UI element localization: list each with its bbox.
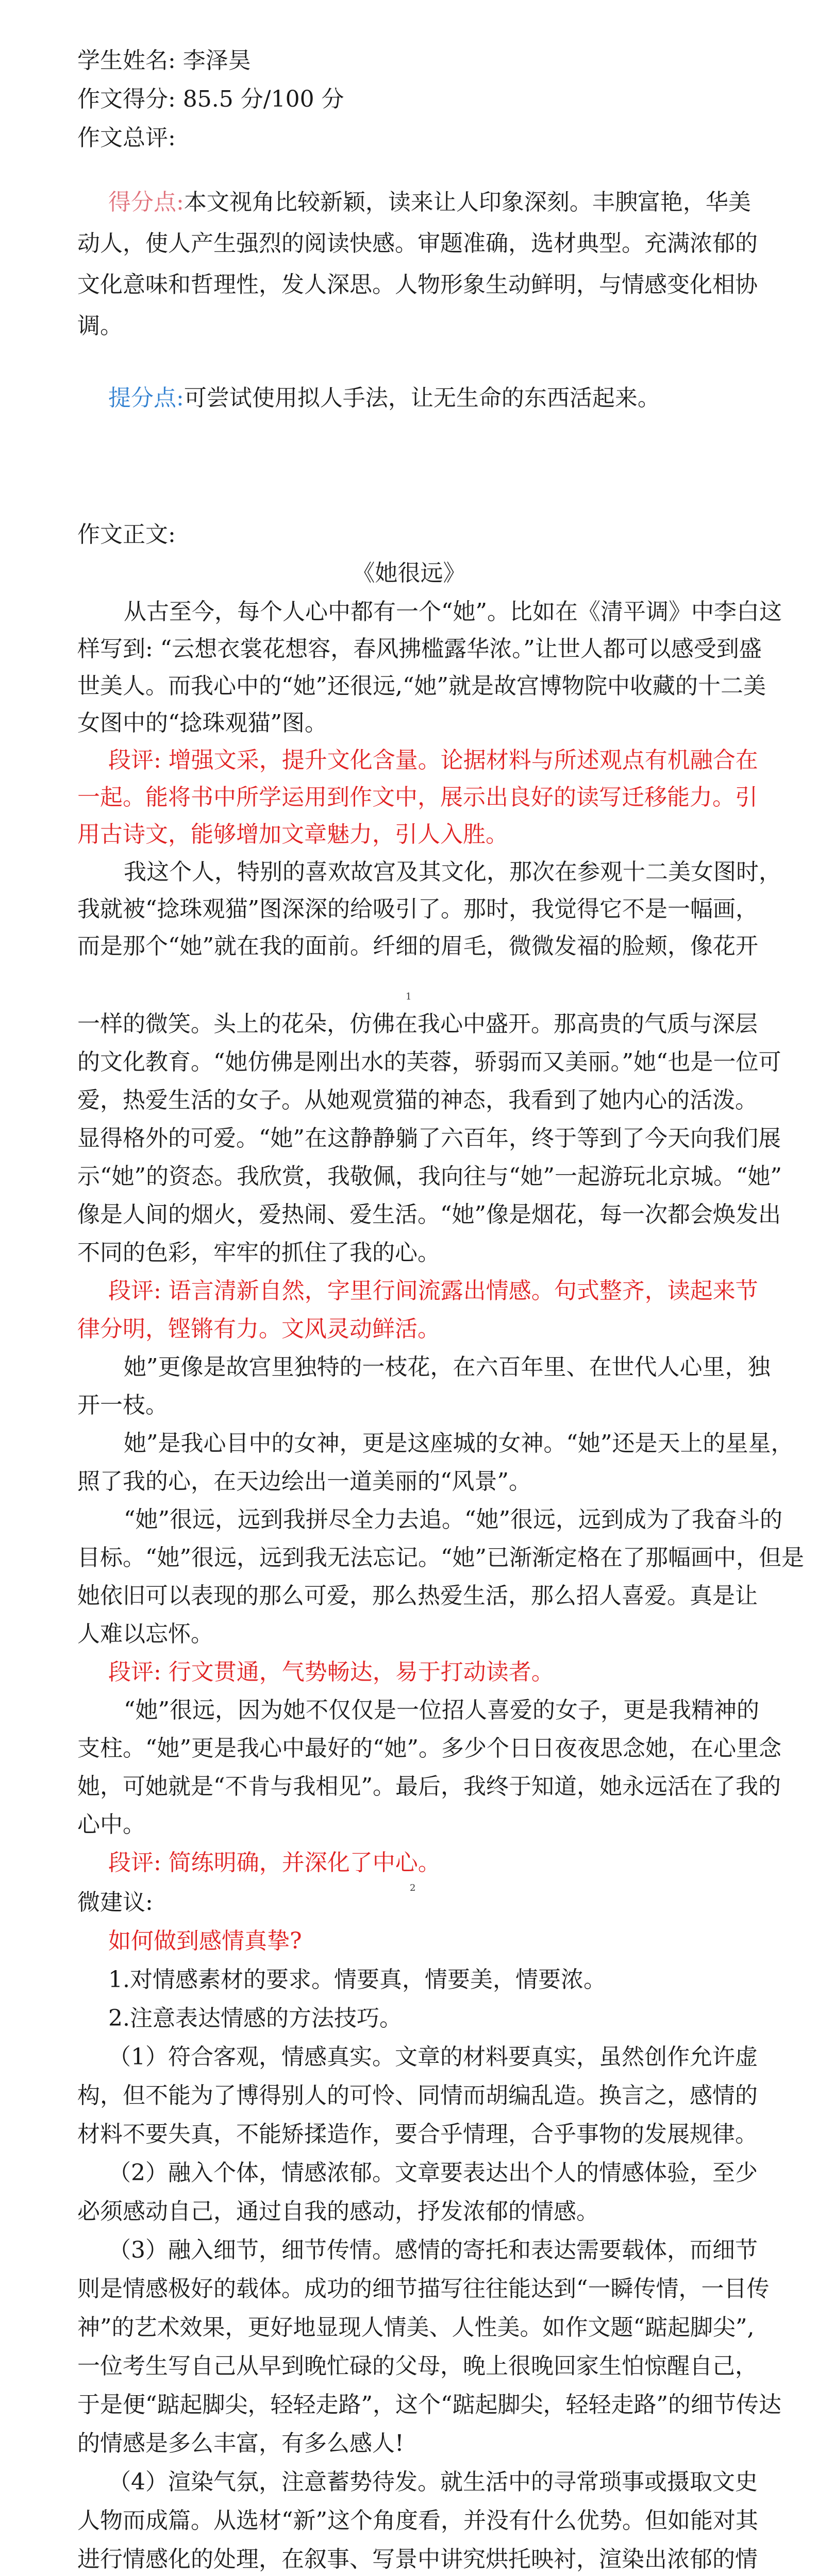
suggest-s4-line: 人物而成篇。从选材“新”这个角度看，并没有什么优势。但如能对其 bbox=[77, 2507, 758, 2534]
essay-label: 作文正文: bbox=[77, 521, 176, 548]
essay-p3-line: 她”更像是故宫里独特的一枝花，在六百年里、在世代人心里，独 bbox=[124, 1354, 771, 1380]
suggest-item-2: 2.注意表达情感的方法技巧。 bbox=[108, 2005, 402, 2031]
suggest-s1-line: 构，但不能为了博得别人的可怜、同情而胡编乱造。换言之，感情的 bbox=[77, 2082, 758, 2109]
comment-2-line: 律分明，铿锵有力。文风灵动鲜活。 bbox=[77, 1316, 440, 1342]
essay-p5-line: 她依旧可以表现的那么可爱，那么热爱生活，那么招人喜爱。真是让 bbox=[77, 1583, 758, 1609]
comment-3: 段评: 行文贯通，气势畅达，易于打动读者。 bbox=[108, 1659, 554, 1685]
comment-1-line: 用古诗文，能够增加文章魅力，引人入胜。 bbox=[77, 821, 508, 848]
page-number: 1 bbox=[406, 991, 412, 1002]
comment-2-line: 段评: 语言清新自然，字里行间流露出情感。句式整齐，读起来节 bbox=[108, 1278, 758, 1304]
suggest-label: 微建议: bbox=[77, 1889, 153, 1916]
good-points-line-4: 调。 bbox=[77, 313, 123, 339]
essay-p2-line: 显得格外的可爱。“她”在这静静躺了六百年，终于等到了今天向我们展 bbox=[77, 1125, 781, 1151]
essay-p1-line: 从古至今，每个人心中都有一个“她”。比如在《清平调》中李白这 bbox=[124, 599, 782, 625]
essay-p2-line: 一样的微笑。头上的花朵，仿佛在我心中盛开。那高贵的气质与深层 bbox=[77, 1011, 758, 1037]
essay-p2-line: 示“她”的资态。我欣赏，我敬佩，我向往与“她”一起游玩北京城。“她” bbox=[77, 1163, 782, 1190]
good-points-line-2: 动人，使人产生强烈的阅读快感。审题准确，选材典型。充满浓郁的 bbox=[77, 230, 758, 257]
essay-p2-line: 不同的色彩，牢牢的抓住了我的心。 bbox=[77, 1240, 440, 1266]
essay-score: 作文得分: 85.5 分/100 分 bbox=[77, 86, 344, 112]
good-points-line-1: 得分点:本文视角比较新颖，读来让人印象深刻。丰腴富艳，华美 bbox=[108, 189, 751, 215]
page-number: 2 bbox=[410, 1883, 416, 1893]
suggest-s2-line: （2）融入个体，情感浓郁。文章要表达出个人的情感体验，至少 bbox=[108, 2160, 758, 2186]
essay-p6-line: 她，可她就是“不肯与我相见”。最后，我终于知道，她永远活在了我的 bbox=[77, 1773, 781, 1800]
essay-p4-line: 她”是我心目中的女神，更是这座城的女神。“她”还是天上的星星， bbox=[124, 1430, 794, 1456]
suggest-s3-line: 一位考生写自己从早到晚忙碌的父母，晚上很晚回家生怕惊醒自己， bbox=[77, 2353, 758, 2379]
review-title: 作文总评: bbox=[77, 125, 176, 151]
comment-1-line: 一起。能将书中所学运用到作文中，展示出良好的读写迁移能力。引 bbox=[77, 784, 758, 810]
essay-p2-line: 像是人间的烟火，爱热闹、爱生活。“她”像是烟花，每一次都会焕发出 bbox=[77, 1201, 781, 1228]
suggest-item-1: 1.对情感素材的要求。情要真，情要美，情要浓。 bbox=[108, 1967, 606, 1993]
good-points-line-3: 文化意味和哲理性，发人深思。人物形象生动鲜明，与情感变化相协 bbox=[77, 272, 758, 298]
essay-p3-line: 开一枝。 bbox=[77, 1392, 168, 1418]
suggest-s3-line: 则是情感极好的载体。成功的细节描写往往能达到“一瞬传情，一目传 bbox=[77, 2276, 770, 2302]
good-points-label: 得分点: bbox=[108, 189, 184, 215]
suggest-s1-line: 材料不要失真，不能矫揉造作，要合乎情理，合乎事物的发展规律。 bbox=[77, 2121, 758, 2147]
suggest-s1-line: （1）符合客观，情感真实。文章的材料要真实，虽然创作允许虚 bbox=[108, 2044, 758, 2070]
essay-p4-line: 照了我的心，在天边绘出一道美丽的“风景”。 bbox=[77, 1468, 531, 1495]
essay-p5-line: “她”很远，远到我拼尽全力去追。“她”很远，远到成为了我奋斗的 bbox=[124, 1506, 782, 1533]
suggest-s3-line: 神”的艺术效果，更好地显现人情美、人性美。如作文题“踮起脚尖”, bbox=[77, 2314, 755, 2341]
essay-p1-line: 女图中的“捻珠观猫”图。 bbox=[77, 710, 327, 736]
essay-p2-line: 我就被“捻珠观猫”图深深的给吸引了。那时，我觉得它不是一幅画， bbox=[77, 896, 758, 922]
suggest-s3-line: （3）融入细节，细节传情。感情的寄托和表达需要载体，而细节 bbox=[108, 2237, 758, 2263]
suggest-s4-line: （4）渲染气氛，注意蓄势待发。就生活中的寻常琐事或摄取文史 bbox=[108, 2469, 758, 2495]
improve-points-label: 提分点: bbox=[108, 385, 184, 411]
suggest-s2-line: 必须感动自己，通过自我的感动，抒发浓郁的情感。 bbox=[77, 2198, 599, 2225]
essay-p2-line: 而是那个“她”就在我的面前。纤细的眉毛，微微发福的脸颊，像花开 bbox=[77, 933, 758, 959]
essay-title: 《她很远》 bbox=[352, 560, 466, 586]
essay-p2-line: 我这个人，特别的喜欢故宫及其文化，那次在参观十二美女图时， bbox=[124, 859, 781, 885]
essay-p1-line: 样写到: “云想衣裳花想容，春风拂槛露华浓。”让世人都可以感受到盛 bbox=[77, 636, 762, 662]
suggest-heading: 如何做到感情真挚? bbox=[108, 1928, 302, 1954]
comment-4: 段评: 简练明确，并深化了中心。 bbox=[108, 1850, 441, 1876]
student-name: 学生姓名: 李泽昊 bbox=[77, 47, 251, 74]
essay-p2-line: 的文化教育。“她仿佛是刚出水的芙蓉，骄弱而又美丽。”她“也是一位可 bbox=[77, 1049, 781, 1075]
essay-p1-line: 世美人。而我心中的“她”还很远,“她”就是故宫博物院中收藏的十二美 bbox=[77, 673, 766, 699]
comment-1-line: 段评: 增强文采，提升文化含量。论据材料与所述观点有机融合在 bbox=[108, 747, 758, 773]
essay-p2-line: 爱，热爱生活的女子。从她观赏猫的神态，我看到了她内心的活泼。 bbox=[77, 1087, 758, 1113]
suggest-s3-line: 于是便“踮起脚尖，轻轻走路”，这个“踮起脚尖，轻轻走路”的细节传达 bbox=[77, 2392, 781, 2418]
essay-p6-line: 心中。 bbox=[77, 1811, 145, 1838]
essay-p5-line: 人难以忘怀。 bbox=[77, 1621, 213, 1647]
suggest-s4-line: 进行情感化的处理，在叙事、写景中讲究烘托映衬，渲染出浓郁的情 bbox=[77, 2546, 758, 2572]
suggest-s3-line: 的情感是多么丰富，有多么感人! bbox=[77, 2430, 404, 2456]
essay-p5-line: 目标。“她”很远，远到我无法忘记。“她”已渐渐定格在了那幅画中，但是 bbox=[77, 1545, 804, 1571]
improve-points: 提分点:可尝试使用拟人手法，让无生命的东西活起来。 bbox=[108, 385, 660, 411]
essay-p6-line: “她”很远，因为她不仅仅是一位招人喜爱的女子，更是我精神的 bbox=[124, 1697, 759, 1723]
essay-p6-line: 支柱。“她”更是我心中最好的“她”。多少个日日夜夜思念她，在心里念 bbox=[77, 1735, 781, 1761]
